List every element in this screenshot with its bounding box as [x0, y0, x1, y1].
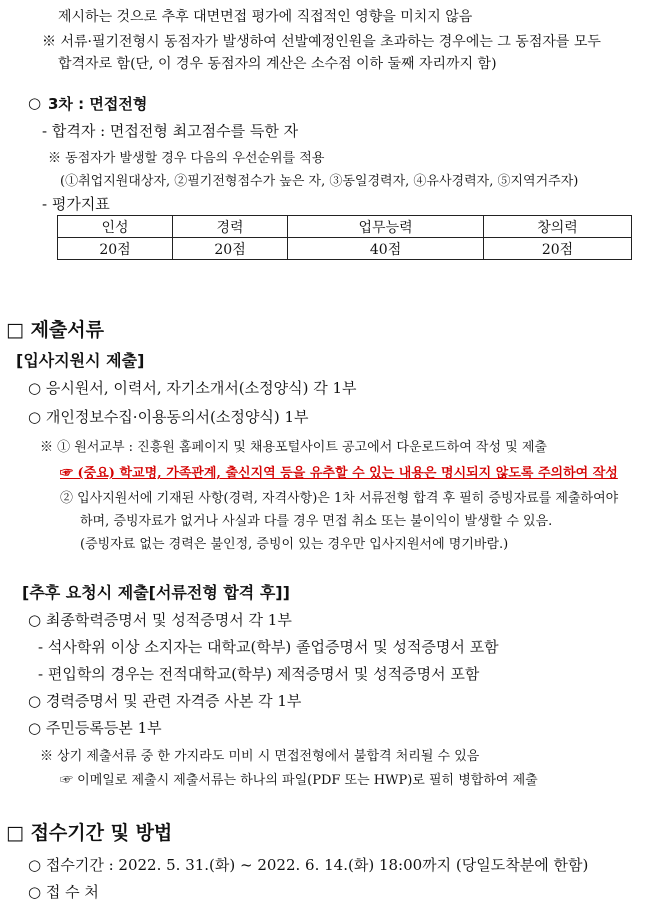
reception-place: ○ 접 수 처 — [28, 883, 99, 901]
table-header-cell: 창의력 — [484, 216, 632, 238]
warning-note: ☞ (중요) 학교명, 가족관계, 출신지역 등을 유추할 수 있는 내용은 명시되지 않도록 주의하여 작성 — [60, 466, 618, 481]
criteria-label: - 평가지표 — [42, 195, 110, 213]
later-item-1-sub: - 석사학위 이상 소지자는 대학교(학부) 졸업증명서 및 성적증명서 포함 — [38, 638, 499, 656]
later-header: [추후 요청시 제출[서류전형 합격 후]] — [22, 583, 290, 602]
email-note: ☞ 이메일로 제출시 제출서류는 하나의 파일(PDF 또는 HWP)로 필히 병합하여 제출 — [60, 773, 538, 788]
bullet-circle: ○ — [28, 94, 42, 112]
evidence-note-cont: (증빙자료 없는 경력은 불인정, 증빙이 있는 경우만 입사지원서에 명기바람.) — [80, 537, 509, 552]
table-cell: 20점 — [484, 238, 632, 260]
evidence-note-cont: 하며, 증빙자료가 없거나 사실과 다를 경우 면접 취소 또는 불이익이 발생할 수 있음. — [80, 514, 553, 529]
apply-item-1: ○ 응시원서, 이력서, 자기소개서(소정양식) 각 1부 — [28, 379, 357, 397]
evidence-note: ② 입사지원서에 기재된 사항(경력, 자격사항)은 1차 서류전형 합격 후 필히 증빙자료를 제출하여야 — [60, 491, 619, 506]
later-item-2: ○ 경력증명서 및 관련 자격증 사본 각 1부 — [28, 692, 302, 710]
stage3-tie-note: ※ 동점자가 발생할 경우 다음의 우선순위를 적용 — [48, 151, 325, 166]
stage3-priority: (①취업지원대상자, ②필기전형점수가 높은 자, ③동일경력자, ④유사경력자, ⑤지역거주자) — [60, 174, 579, 189]
tie-rule-note-cont: 합격자로 함(단, 이 경우 동점자의 계산은 소수점 이하 둘째 자리까지 함) — [58, 56, 497, 72]
table-cell: 20점 — [173, 238, 288, 260]
download-note: ※ ① 원서교부 : 진흥원 홈페이지 및 채용포털사이트 공고에서 다운로드하여 작성 및 제출 — [40, 440, 547, 455]
table-header-cell: 경력 — [173, 216, 288, 238]
apply-header: [입사지원시 제출] — [16, 351, 145, 370]
tie-rule-note: ※ 서류·필기전형시 동점자가 발생하여 선발예정인원을 초과하는 경우에는 그 동점자를 모두 — [42, 34, 601, 50]
apply-item-2: ○ 개인정보수집·이용동의서(소정양식) 1부 — [28, 408, 309, 426]
table-header-cell: 업무능력 — [288, 216, 484, 238]
later-item-1: ○ 최종학력증명서 및 성적증명서 각 1부 — [28, 611, 292, 629]
later-note: ※ 상기 제출서류 중 한 가지라도 미비 시 면접전형에서 불합격 처리될 수 있음 — [40, 749, 480, 764]
table-header-row — [58, 216, 632, 238]
evaluation-table — [57, 215, 632, 260]
later-item-3: ○ 주민등록등본 1부 — [28, 719, 162, 737]
stage3-title: 3차 : 면접전형 — [48, 95, 148, 113]
stage3-passer: - 합격자 : 면접전형 최고점수를 득한 자 — [42, 122, 299, 140]
table-row — [58, 238, 632, 260]
reception-title: □ 접수기간 및 방법 — [6, 822, 173, 844]
documents-title: □ 제출서류 — [6, 319, 104, 341]
table-cell: 20점 — [58, 238, 173, 260]
intro-line: 제시하는 것으로 추후 대면면접 평가에 직접적인 영향을 미치지 않음 — [58, 9, 473, 25]
later-item-1-sub: - 편입학의 경우는 전적대학교(학부) 제적증명서 및 성적증명서 포함 — [38, 665, 480, 683]
table-header-cell: 인성 — [58, 216, 173, 238]
reception-period: ○ 접수기간 : 2022. 5. 31.(화) ~ 2022. 6. 14.(화) 18:00까지 (당일도착분에 한함) — [28, 856, 589, 874]
table-cell: 40점 — [288, 238, 484, 260]
